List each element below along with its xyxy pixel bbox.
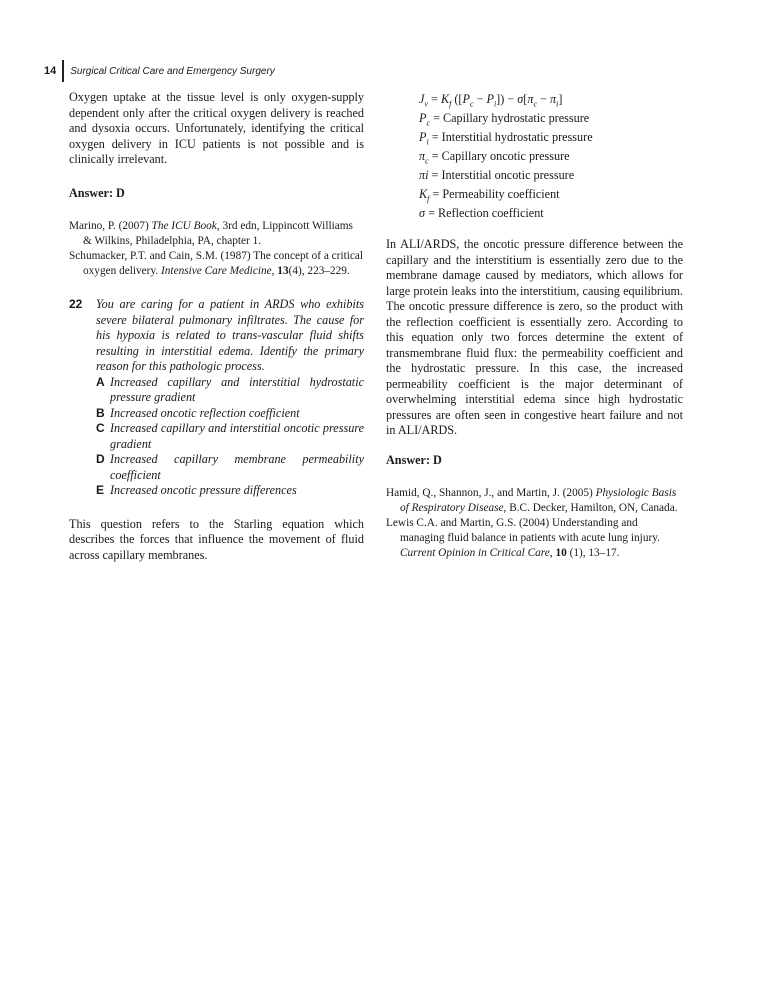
reference: Marino, P. (2007) The ICU Book, 3rd edn, Lippincott Williams & Wilkins, Philadelphia, PA, chapter 1. [69,220,353,247]
reference: Hamid, Q., Shannon, J., and Martin, J. (2005) Physiologic Basis of Respiratory Disease, B.C. Decker, Hamilton, ON, Canada. [386,487,678,514]
question-number: 22 [69,297,83,311]
answer-label: Answer: D [386,452,442,467]
header-divider [62,60,64,82]
equation-definition: σ = Reflection coefficient [419,206,544,220]
equation-definition: $P_i$ = Interstitial hydrostatic pressure [419,130,593,147]
question-text: You are caring for a patient in ARDS who exhibits severe bilateral pulmonary infiltrates. The cause for his hypoxia is related to trans-vascular fluid shifts resulting in interstitial edema. Identify the primary reason for this pathologic process. [96,297,364,373]
reference: Lewis C.A. and Martin, G.S. (2004) Understanding and managing fluid balance in patients with acute lung injury. Current Opinion in Critical Care, 10 (1), 13–17. [386,517,660,559]
option-letter: E [96,483,105,497]
equation-main: $J_v = K_f$ $([P_c - P_i]) - \sigma[\pi_c - \pi_i]$ [419,92,563,109]
answer-label: Answer: D [69,185,125,200]
running-header [44,60,275,82]
left-column [69,90,364,563]
intro-paragraph: Oxygen uptake at the tissue level is only oxygen-supply dependent only after the critical oxygen delivery is reached and dysoxia occurs. Unfortunately, identifying the critical oxygen delivery in ICU patients is not possible and is clinically irrelevant. [69,90,364,166]
option [96,483,364,499]
equation-definition: $K_f$ = Permeability coefficient [419,187,560,204]
option [96,375,364,406]
answer-options [69,375,364,499]
equation-definition: $P_c$ = Capillary hydrostatic pressure [419,111,590,128]
explanation-paragraph: In ALI/ARDS, the oncotic pressure difference between the capillary and the interstitium is essentially zero due to the membrane damage caused by mediators, which allows for large protein leaks into the interstitium, causing equilibrium. The oncotic pressure difference is zero, so the product with the reflection coefficient is essentially zero. According to this equation only two forces determine the extent of transmembrane fluid flux: the permeability coefficient and the hydrostatic pressure. In this case, the increased permeability coefficient is the major determinant of overwhelming interstitial edema since high hydrostatic pressures are often seen in congestive heart failure and not in ALI/ARDS. [386,237,683,437]
equation-definition: πi = Interstitial oncotic pressure [419,168,575,182]
page-number: 14 [44,65,57,77]
starling-equation [386,90,683,223]
right-column [386,90,683,561]
running-title: Surgical Critical Care and Emergency Surgery [70,65,275,77]
option-letter: A [96,374,105,389]
option-text: Increased capillary and interstitial hydrostatic pressure gradient [110,374,364,404]
option-letter: B [96,405,105,420]
option-letter: C [96,421,105,435]
option-text: Increased capillary and interstitial oncotic pressure gradient [110,421,364,451]
option [96,421,364,452]
option [96,406,364,422]
option-text: Increased oncotic reflection coefficient [110,405,300,420]
option-text: Increased capillary membrane permeability coefficient [110,452,364,482]
option-text: Increased oncotic pressure differences [110,483,297,497]
reference: Schumacker, P.T. and Cain, S.M. (1987) The concept of a critical oxygen delivery. Intensive Care Medicine, 13(4), 223–229. [69,250,364,277]
equation-definition: $\pi_c$ = Capillary oncotic pressure [419,149,570,166]
option-letter: D [96,452,105,466]
starling-paragraph: This question refers to the Starling equation which describes the forces that influence the movement of fluid across capillary membranes. [69,516,364,562]
option [96,452,364,483]
question [69,297,364,375]
